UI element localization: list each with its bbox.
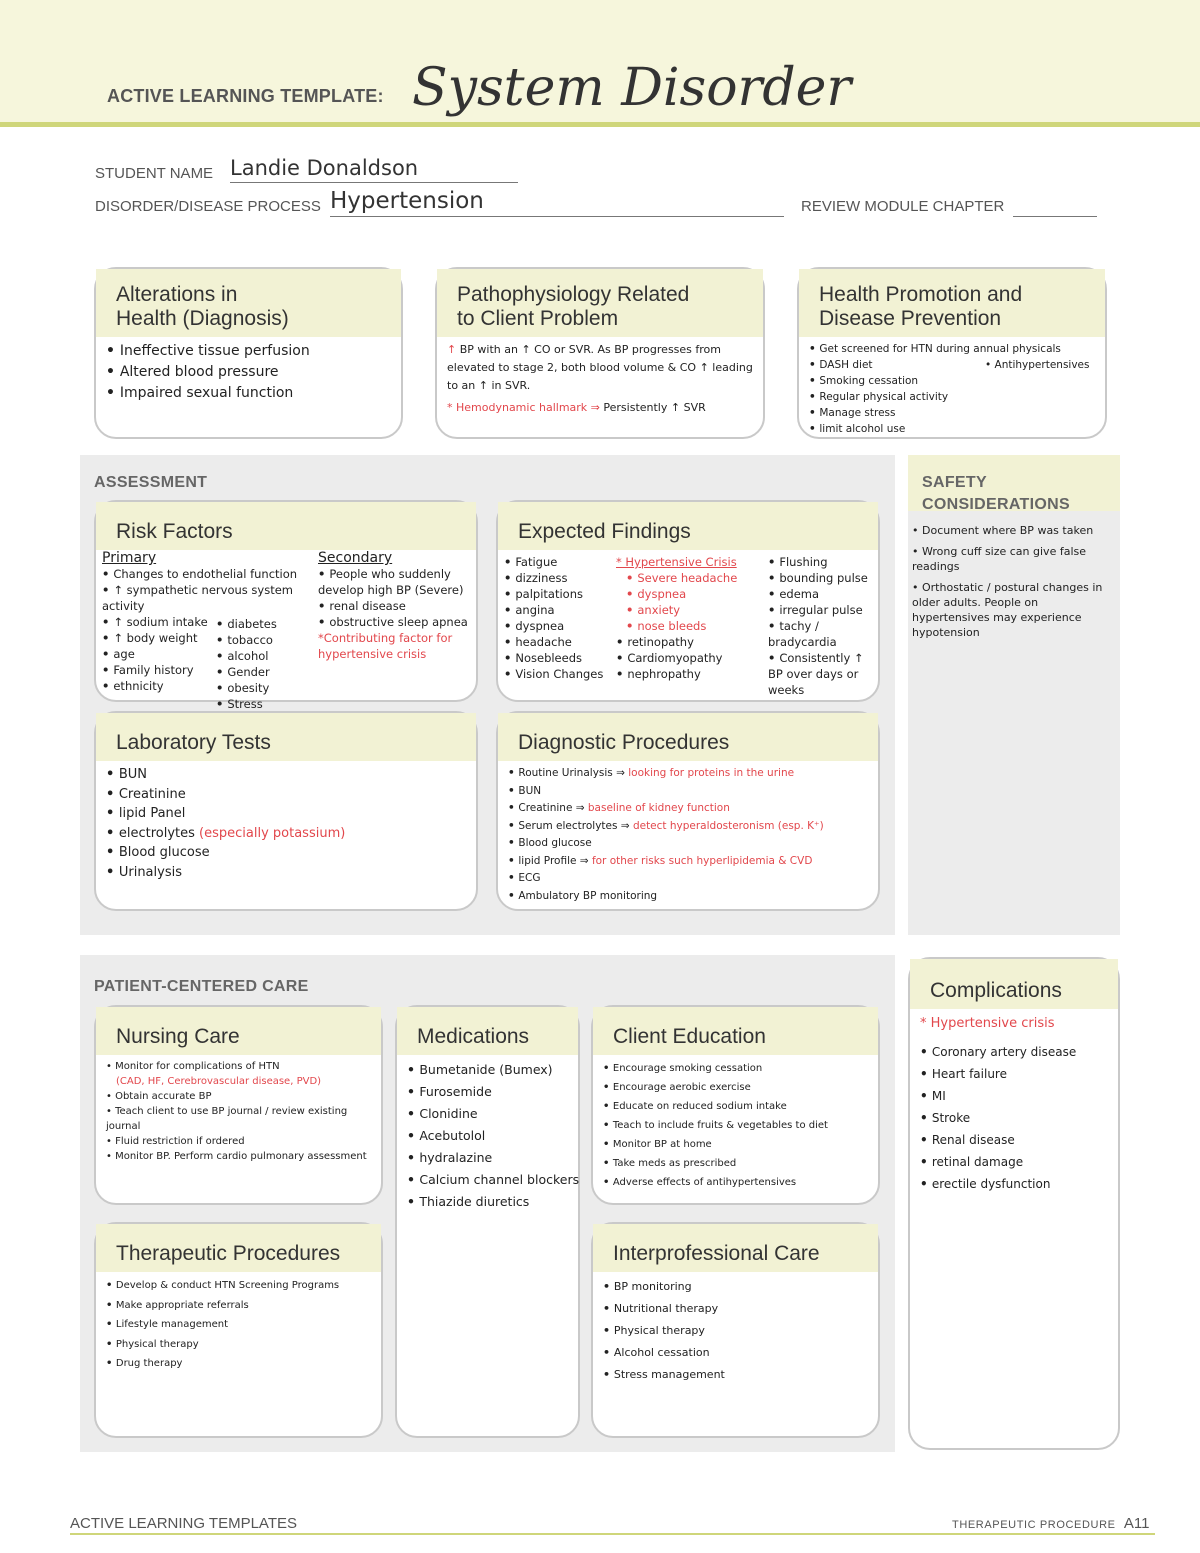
client-education-title: Client Education bbox=[593, 1007, 878, 1055]
complications-list bbox=[920, 1041, 1110, 1195]
list-item: • nose bleeds bbox=[626, 618, 766, 634]
complications-crisis: * Hypertensive crisis bbox=[920, 1016, 1055, 1031]
list-item: • irregular pulse bbox=[768, 602, 880, 618]
alterations-title: Alterations in Health (Diagnosis) bbox=[96, 269, 401, 337]
list-item: • tachy / bradycardia bbox=[768, 618, 880, 650]
alterations-card bbox=[94, 267, 403, 439]
list-item: • Stroke bbox=[920, 1107, 1110, 1129]
expected-findings-card bbox=[496, 500, 880, 702]
therapeutic-list bbox=[106, 1276, 373, 1374]
contributing-factor-note: *Contributing factor for hypertensive crisis bbox=[318, 631, 453, 661]
list-item: • diabetes bbox=[216, 616, 316, 632]
list-item: • Heart failure bbox=[920, 1063, 1110, 1085]
list-item: • Cardiomyopathy bbox=[616, 650, 766, 666]
list-item: • BUN bbox=[508, 783, 870, 801]
list-item: • ↑ sympathetic nervous system activity bbox=[102, 582, 302, 614]
list-item: • Stress management bbox=[603, 1364, 870, 1386]
footer-left: ACTIVE LEARNING TEMPLATES bbox=[70, 1515, 297, 1532]
list-item: • Encourage aerobic exercise bbox=[603, 1078, 870, 1097]
list-item: • nephropathy bbox=[616, 666, 766, 682]
list-item: • Document where BP was taken bbox=[912, 524, 1094, 537]
list-item: • Urinalysis bbox=[106, 863, 468, 883]
complications-card bbox=[908, 957, 1120, 1450]
list-item: • ethnicity bbox=[102, 678, 302, 694]
list-item: • Vision Changes bbox=[504, 666, 614, 682]
primary-list-col2 bbox=[216, 616, 316, 712]
list-item: • dyspnea bbox=[626, 586, 766, 602]
list-item: • tobacco bbox=[216, 632, 316, 648]
header-divider bbox=[0, 122, 1200, 127]
list-item: • Physical therapy bbox=[603, 1320, 870, 1342]
medications-title: Medications bbox=[397, 1007, 578, 1055]
list-item: • BUN bbox=[106, 765, 468, 785]
interprofessional-care-card bbox=[591, 1222, 880, 1438]
list-item: • angina bbox=[504, 602, 614, 618]
list-item: • Fatigue bbox=[504, 554, 614, 570]
disorder-label: DISORDER/DISEASE PROCESS bbox=[95, 198, 321, 215]
diagnostic-procedures-title: Diagnostic Procedures bbox=[498, 713, 878, 761]
interprofessional-care-title: Interprofessional Care bbox=[593, 1224, 878, 1272]
secondary-list bbox=[318, 566, 476, 630]
list-item: • Clonidine bbox=[407, 1103, 570, 1125]
hypertensive-crisis-label: * Hypertensive Crisis bbox=[616, 555, 737, 569]
list-item: • Bumetanide (Bumex) bbox=[407, 1059, 570, 1081]
disorder-field[interactable] bbox=[330, 188, 784, 217]
list-item: • Altered blood pressure bbox=[106, 362, 393, 383]
patient-care-heading: PATIENT-CENTERED CARE bbox=[94, 978, 309, 995]
list-item: • Antihypertensives bbox=[985, 359, 1090, 371]
list-item: • bounding pulse bbox=[768, 570, 880, 586]
findings-list bbox=[504, 554, 614, 682]
list-item: • Adverse effects of antihypertensives bbox=[603, 1173, 870, 1192]
list-item: • Creatinine ⇒ baseline of kidney function bbox=[508, 800, 870, 818]
list-item: • Nutritional therapy bbox=[603, 1298, 870, 1320]
list-item: • Fluid restriction if ordered bbox=[106, 1136, 245, 1147]
list-item: • Drug therapy bbox=[106, 1354, 373, 1374]
list-item: • Blood glucose bbox=[508, 835, 870, 853]
student-name-label: STUDENT NAME bbox=[95, 165, 214, 182]
list-item: • renal disease bbox=[318, 598, 476, 614]
student-name-value: Landie Donaldson bbox=[230, 156, 419, 180]
risk-factors-title: Risk Factors bbox=[96, 502, 476, 550]
list-item: • Lifestyle management bbox=[106, 1315, 373, 1335]
list-item: • obstructive sleep apnea bbox=[318, 614, 476, 630]
list-item: • Alcohol cessation bbox=[603, 1342, 870, 1364]
lab-tests-list bbox=[106, 765, 468, 882]
list-item: • Monitor BP. Perform cardio pulmonary assessment bbox=[106, 1151, 367, 1162]
crisis-list bbox=[616, 570, 766, 634]
health-promotion-card bbox=[797, 267, 1107, 439]
list-item: • anxiety bbox=[626, 602, 766, 618]
list-item: • Family history bbox=[102, 662, 302, 678]
list-item: • Furosemide bbox=[407, 1081, 570, 1103]
list-item: • Orthostatic / postural changes in older adults. People on hypertensives may experience hypotension bbox=[912, 581, 1103, 639]
list-item: • Develop & conduct HTN Screening Programs bbox=[106, 1276, 373, 1296]
expected-findings-title: Expected Findings bbox=[498, 502, 878, 550]
list-item: • Monitor BP at home bbox=[603, 1135, 870, 1154]
list-item: • Stress bbox=[216, 696, 316, 712]
template-label: ACTIVE LEARNING TEMPLATE: bbox=[107, 86, 384, 106]
lab-tests-card bbox=[94, 711, 478, 911]
list-item: • DASH diet bbox=[809, 357, 1097, 373]
list-item: • lipid Panel bbox=[106, 804, 468, 824]
therapeutic-procedures-title: Therapeutic Procedures bbox=[96, 1224, 381, 1272]
list-item: • Changes to endothelial function bbox=[102, 566, 302, 582]
health-promotion-list bbox=[809, 341, 1097, 437]
findings-list-col3 bbox=[768, 554, 880, 698]
list-item: • dizziness bbox=[504, 570, 614, 586]
pathophysiology-card bbox=[435, 267, 765, 439]
list-item: • Encourage smoking cessation bbox=[603, 1059, 870, 1078]
list-item: • hydralazine bbox=[407, 1147, 570, 1169]
review-module-field[interactable] bbox=[1013, 198, 1097, 217]
list-item: • Impaired sexual function bbox=[106, 383, 393, 404]
complications-title: Complications bbox=[910, 959, 1118, 1009]
list-item: • Consistently ↑ BP over days or weeks bbox=[768, 650, 880, 698]
list-item: • Ambulatory BP monitoring bbox=[508, 888, 870, 906]
list-item: • MI bbox=[920, 1085, 1110, 1107]
list-item: • Make appropriate referrals bbox=[106, 1296, 373, 1316]
student-name-field[interactable] bbox=[230, 156, 518, 183]
pathophysiology-text: ↑ BP with an ↑ CO or SVR. As BP progresses from elevated to stage 2, both blood volume & CO ↑ leading to an ↑ in SVR. bbox=[447, 343, 753, 392]
primary-label: Primary bbox=[102, 550, 157, 566]
list-item: • Creatinine bbox=[106, 785, 468, 805]
medications-list bbox=[407, 1059, 580, 1213]
list-item: • Get screened for HTN during annual physicals bbox=[809, 341, 1097, 357]
client-education-list bbox=[603, 1059, 870, 1192]
list-item: • Acebutolol bbox=[407, 1125, 570, 1147]
list-item: • electrolytes (especially potassium) bbox=[106, 824, 468, 844]
list-item: • Blood glucose bbox=[106, 843, 468, 863]
list-item: • Routine Urinalysis ⇒ looking for proteins in the urine bbox=[508, 765, 870, 783]
nursing-complications-note: (CAD, HF, Cerebrovascular disease, PVD) bbox=[116, 1076, 322, 1087]
list-item: • Educate on reduced sodium intake bbox=[603, 1097, 870, 1116]
list-item: • Take meds as prescribed bbox=[603, 1154, 870, 1173]
list-item: • Wrong cuff size can give false readings bbox=[912, 545, 1087, 573]
secondary-label: Secondary bbox=[318, 550, 393, 566]
list-item: • Obtain accurate BP bbox=[106, 1091, 212, 1102]
list-item: • Teach client to use BP journal / review existing journal bbox=[106, 1106, 348, 1132]
list-item: • obesity bbox=[216, 680, 316, 696]
list-item: • ↑ body weight bbox=[102, 630, 302, 646]
footer-right: THERAPEUTIC PROCEDURE A11 bbox=[952, 1515, 1150, 1532]
list-item: • People who suddenly develop high BP (Severe) bbox=[318, 566, 476, 598]
list-item: • Physical therapy bbox=[106, 1335, 373, 1355]
list-item: • Severe headache bbox=[626, 570, 766, 586]
list-item: • ↑ sodium intake bbox=[102, 614, 302, 630]
list-item: • edema bbox=[768, 586, 880, 602]
list-item: • Ineffective tissue perfusion bbox=[106, 341, 393, 362]
alterations-list bbox=[106, 341, 393, 404]
hemodynamic-hallmark: * Hemodynamic hallmark ⇒ Persistently ↑ SVR bbox=[447, 401, 706, 414]
list-item: • Thiazide diuretics bbox=[407, 1191, 570, 1213]
list-item: • age bbox=[102, 646, 302, 662]
list-item: • Smoking cessation bbox=[809, 373, 1097, 389]
list-item: • Manage stress bbox=[809, 405, 1097, 421]
list-item: • lipid Profile ⇒ for other risks such hyperlipidemia & CVD bbox=[508, 853, 870, 871]
list-item: • Flushing bbox=[768, 554, 880, 570]
list-item: • retinal damage bbox=[920, 1151, 1110, 1173]
list-item: • Coronary artery disease bbox=[920, 1041, 1110, 1063]
list-item: • Nosebleeds bbox=[504, 650, 614, 666]
disorder-value: Hypertension bbox=[330, 188, 484, 214]
medications-card bbox=[395, 1005, 580, 1438]
pathophysiology-title: Pathophysiology Related to Client Problem bbox=[437, 269, 763, 337]
list-item: • Gender bbox=[216, 664, 316, 680]
list-item: • headache bbox=[504, 634, 614, 650]
review-module-label: REVIEW MODULE CHAPTER bbox=[801, 198, 1005, 215]
list-item: • Renal disease bbox=[920, 1129, 1110, 1151]
risk-factors-card bbox=[94, 500, 478, 711]
footer-divider bbox=[70, 1533, 1155, 1535]
list-item: • Calcium channel blockers bbox=[407, 1169, 570, 1191]
diagnostic-procedures-card bbox=[496, 711, 880, 911]
list-item: • retinopathy bbox=[616, 634, 766, 650]
nursing-care-card bbox=[94, 1005, 383, 1205]
findings-list-extra bbox=[616, 634, 766, 682]
safety-list bbox=[912, 523, 1116, 640]
list-item: • palpitations bbox=[504, 586, 614, 602]
list-item: • BP monitoring bbox=[603, 1276, 870, 1298]
list-item: • erectile dysfunction bbox=[920, 1173, 1110, 1195]
list-item: • ECG bbox=[508, 870, 870, 888]
client-education-card bbox=[591, 1005, 880, 1205]
list-item: • limit alcohol use bbox=[809, 421, 1097, 437]
list-item: • Serum electrolytes ⇒ detect hyperaldosteronism (esp. K⁺) bbox=[508, 818, 870, 836]
list-item: • alcohol bbox=[216, 648, 316, 664]
therapeutic-procedures-card bbox=[94, 1222, 383, 1438]
lab-tests-title: Laboratory Tests bbox=[96, 713, 476, 761]
list-item: • Teach to include fruits & vegetables to diet bbox=[603, 1116, 870, 1135]
diagnostic-list bbox=[508, 765, 870, 905]
list-item: • dyspnea bbox=[504, 618, 614, 634]
interprofessional-list bbox=[603, 1276, 870, 1386]
safety-heading: SAFETY CONSIDERATIONS bbox=[922, 474, 1070, 513]
page-title: System Disorder bbox=[412, 58, 852, 118]
assessment-heading: ASSESSMENT bbox=[94, 474, 208, 491]
list-item: • Regular physical activity bbox=[809, 389, 1097, 405]
health-promotion-title: Health Promotion and Disease Prevention bbox=[799, 269, 1105, 337]
list-item: • Monitor for complications of HTN bbox=[106, 1061, 280, 1072]
nursing-care-title: Nursing Care bbox=[96, 1007, 381, 1055]
